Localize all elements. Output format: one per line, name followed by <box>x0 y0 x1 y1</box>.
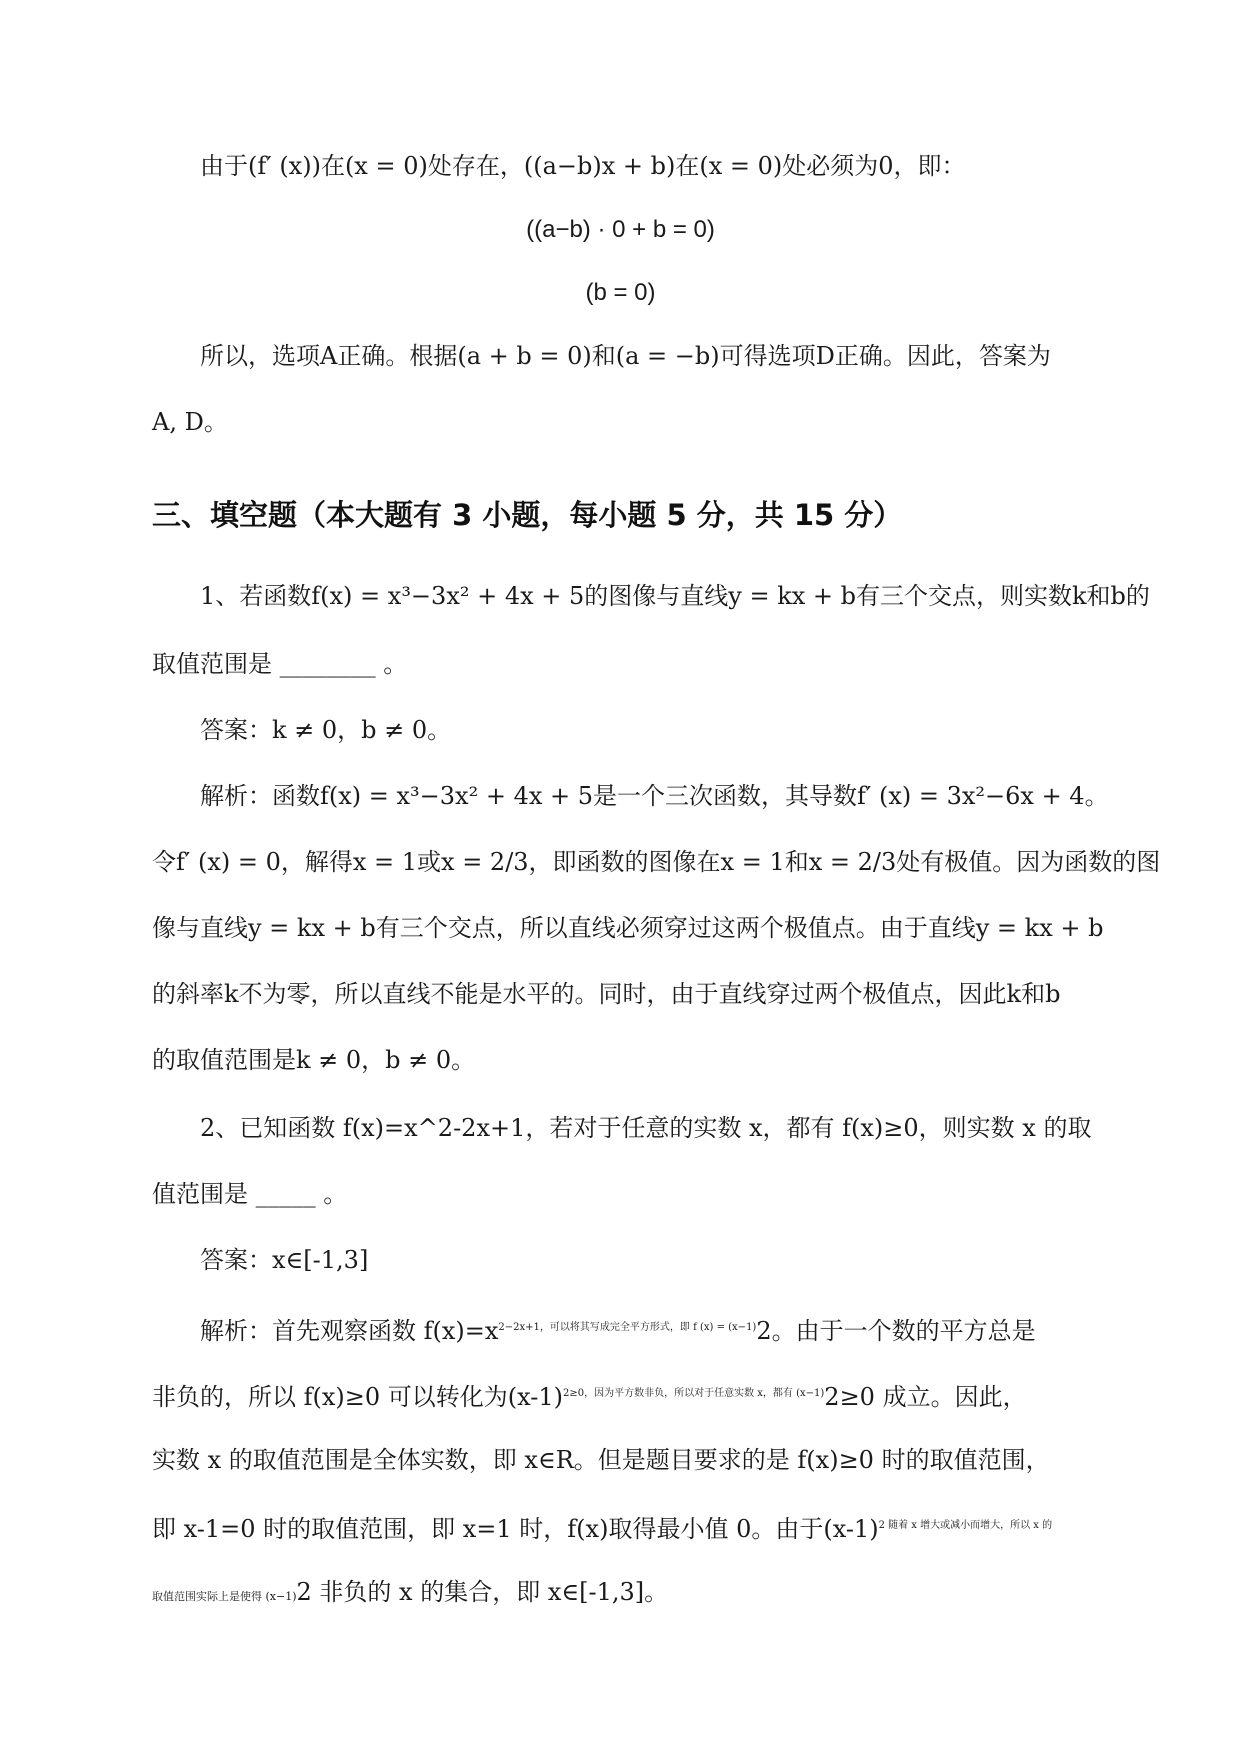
question-1-analysis-line: 像与直线y = kx + b有三个交点，所以直线必须穿过这两个极值点。由于直线y = kx + b <box>152 914 1104 942</box>
section-heading: 三、填空题（本大题有 3 小题，每小题 5 分，共 15 分） <box>152 498 903 532</box>
analysis-superscript: 2 随着 x 增大或减小而增大，所以 x 的 <box>878 1520 1053 1531</box>
question-2-analysis-line <box>152 1378 1027 1413</box>
question-1-analysis-line: 的斜率k不为零，所以直线不能是水平的。同时，由于直线穿过两个极值点，因此k和b <box>152 980 1061 1008</box>
equation: (b = 0) <box>585 279 656 306</box>
analysis-text: 2 非负的 x 的集合，即 x∈[-1,3]。 <box>296 1578 669 1606</box>
question-1-line-1: 1、若函数f(x) = x³−3x² + 4x + 5的图像与直线y = kx + b有三个交点，则实数k和b的 <box>200 582 1150 610</box>
analysis-text: 解析：首先观察函数 f(x)=x <box>200 1317 499 1345</box>
analysis-superscript: 2−2x+1，可以将其写成完全平方形式，即 f (x) = (x−1) <box>498 1322 757 1333</box>
analysis-text: 2≥0 成立。因此， <box>824 1383 1027 1411</box>
text-line: A, D。 <box>152 408 228 436</box>
question-1-line-2: 取值范围是 ________ 。 <box>152 650 408 678</box>
question-2-analysis-line <box>152 1510 1052 1545</box>
analysis-text: 非负的，所以 f(x)≥0 可以转化为(x-1) <box>152 1383 563 1411</box>
analysis-small-text: 取值范围实际上是使得 (x−1) <box>152 1590 297 1603</box>
question-1-analysis-line: 解析：函数f(x) = x³−3x² + 4x + 5是一个三次函数，其导数f′ (x) = 3x²−6x + 4。 <box>200 782 1109 810</box>
analysis-text: 即 x-1=0 时的取值范围，即 x=1 时，f(x)取得最小值 0。由于(x-1) <box>152 1515 879 1543</box>
question-2-answer: 答案：x∈[-1,3] <box>200 1246 369 1274</box>
equation: ((a−b) · 0 + b = 0) <box>526 216 715 243</box>
question-2-analysis-line: 实数 x 的取值范围是全体实数，即 x∈R。但是题目要求的是 f(x)≥0 时的取值范围， <box>152 1446 1050 1474</box>
question-1-answer: 答案：k ≠ 0，b ≠ 0。 <box>200 716 452 744</box>
text-line: 所以，选项A正确。根据(a + b = 0)和(a = −b)可得选项D正确。因此，答案为 <box>200 342 1051 370</box>
question-1-analysis-line: 令f′ (x) = 0，解得x = 1或x = 2/3，即函数的图像在x = 1和x = 2/3处有极值。因为函数的图 <box>152 848 1161 876</box>
question-2-line-2: 值范围是 _____ 。 <box>152 1180 348 1208</box>
analysis-superscript: 2≥0，因为平方数非负，所以对于任意实数 x，都有 (x−1) <box>563 1388 825 1399</box>
question-2-analysis-line <box>200 1312 1036 1347</box>
question-1-analysis-line: 的取值范围是k ≠ 0，b ≠ 0。 <box>152 1046 476 1074</box>
text-line: 由于(f′ (x))在(x = 0)处存在，((a−b)x + b)在(x = 0)处必须为0，即： <box>200 152 966 180</box>
question-2-analysis-line <box>152 1576 668 1613</box>
question-2-line-1: 2、已知函数 f(x)=x^2-2x+1，若对于任意的实数 x，都有 f(x)≥0，则实数 x 的取 <box>200 1114 1092 1142</box>
analysis-text: 2。由于一个数的平方总是 <box>756 1317 1036 1345</box>
